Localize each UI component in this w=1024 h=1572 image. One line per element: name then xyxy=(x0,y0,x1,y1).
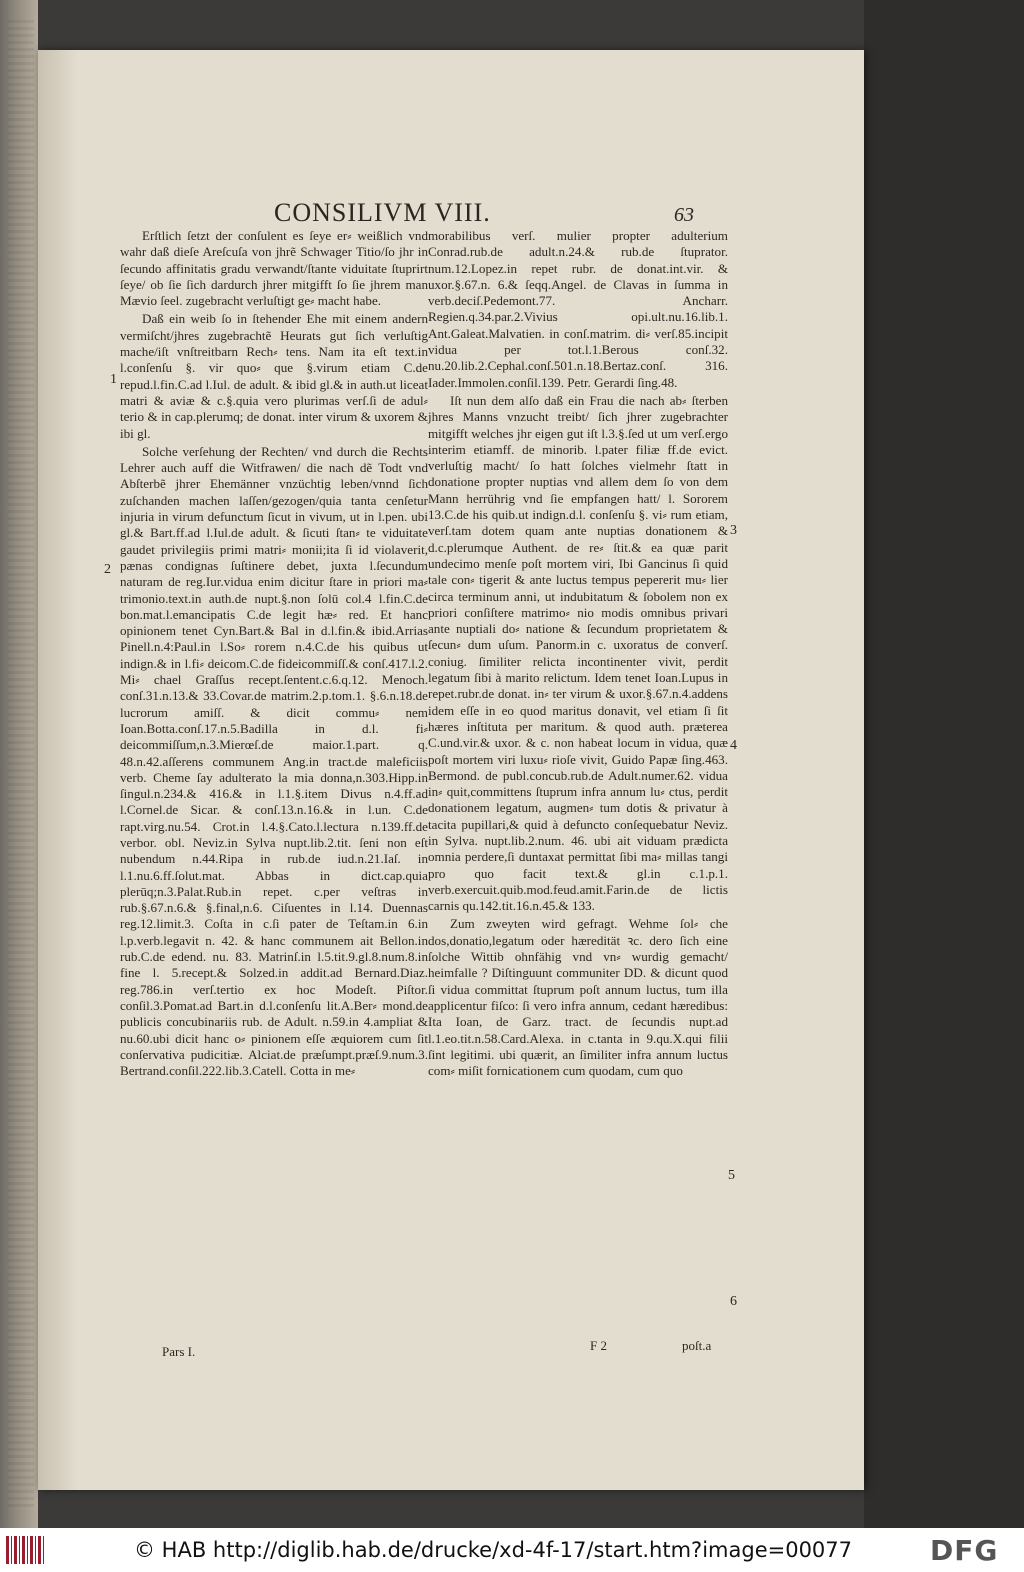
gathering-signature: F 2 xyxy=(590,1338,607,1353)
margin-number: 6 xyxy=(730,1294,737,1309)
right-column xyxy=(428,228,728,1081)
margin-number: 2 xyxy=(104,562,111,577)
paragraph: Zum zweyten wird gefragt. Wehme ſol⸗ che dos,donatio,legatum oder hæredität ꝛc. dero ſich eine ſolche Wittib ohnfähig vnd vn⸗ wurdig gemacht/ heimfalle ? Diſtinguunt communiter DD. & dicunt quod ſi vidua committat ſtuprum poſt annum luctus, tum illa applicentur fiſco: ſi vero infra annum, cedant hæredibus: Ita Ioan, de Garz. tract. de ſecundis nupt.ad l.1.eo.tit.n.58.Card.Alexa. in c.tanta in 9.qu.X.qui filii ſint legitimi. ubi quærit, an ſimiliter infra annum luctus com⸗ miſit fornicationem cum quodam, cum quo xyxy=(428,916,728,1079)
dfg-logo: DFG xyxy=(930,1534,999,1567)
paragraph: Iſt nun dem alſo daß ein Frau die nach ab⸗ ſterben jhres Manns vnzucht treibt/ ſich jhrer zugebrachter mitgifft welches jhr eigen gut iſt l.3.§.ſed ut um verſ.ergo interim etiamff. de minorib. l.pater filiæ ff.de evict. verluſtig macht/ ſo hatt ſolches vielmehr ſtatt in donatione propter nuptias vnd allem dem ſo von dem Mann herrührig vnd ſie empfangen hatt/ l. Sororem 13.C.de his quib.ut indign.d.l. conſenſu §. vi⸗ rum etiam, verſ.tam dotem quam ante nuptias donationem & d.c.plerumque Authent. de re⸗ ſtit.& ea quæ parit undecimo menſe poſt mortem viri, Ibi Gancinus ſi quid tale con⸗ tigerit & ante luctus tempus pepererit mu⸗ lier circa terminum anni, ut indubitatum & ſobolem non ex priori conſiſtere matrimo⸗ nio modis omnibus privari ante nuptiali do⸗ natione & ſecundum proprietatem & ſecun⸗ dum uſum. Panorm.in c. uxoratus de converſ. coniug. ſimiliter relicta incontinenter vivit, perdit legatum ſibi à marito relictum. Idem tenet Ioan.Lupus in repet.rubr.de donat. in⸗ ter virum & uxor.§.67.n.4.addens idem eſſe in eo quod maritus donavit, vel etiam ſi ſit hæres inſtituta per maritum. & quod auth. præterea C.und.vir.& uxor. & c. non habeat locum in vidua, quæ poſt mortem viri luxu⸗ rioſe vivit, Guido Papæ ſing.463. Bermond. de publ.concub.rub.de Adult.numer.62. vidua in⸗ quit,committens ſtuprum infra annum lu⸗ ctus, perdit donationem legatum, augmen⸗ tum dotis & privatur à tacita pupillari,& quid à defuncto conſequebatur Neviz. in Sylva. nupt.lib.2.num. 46. ubi ait viduam prædicta omnia perdere,ſi duntaxat permittat ſibi ma⸗ millas tangi pro quo facit text.& gl.in c.1.p.1. verb.exercuit.quib.mod.feud.amit.Farin.de de lictis carnis qu.142.tit.16.n.45.& 133. xyxy=(428,392,728,914)
margin-number: 4 xyxy=(730,738,737,753)
paragraph: Solche verſehung der Rechten/ vnd durch die Rechts Lehrer auch auff die Witfrawen/ die nach dẽ Todt vnd Abſterbẽ jhrer Ehemänner vnzüchtig leben/vnnd ſich zuſchanden machen laſſen/gezogen/quia tanta cenſetur injuria in virum defunctum ſicut in vivum, ut in l.pen. ubi gl.& Bart.ff.ad l.Iul.de adult. & ſicuti ſtan⸗ te viduitate gaudet privilegiis primi matri⸗ monii;ita ſi id violaverit, pænas condignas ſuſtinere debet, juxta l.ſecundum naturam de reg.Iur.vidua enim dicitur ſtare in priori ma⸗ trimonio.text.in auth.de nupt.§.non ſolū col.4 l.fin.C.de bon.mat.l.emancipatis C.de legit hæ⸗ red. Et hanc opinionem tenet Cyn.Bart.& Bal in d.l.fin.& ibid.Arrias Pinell.n.4:Paul.in l.So⸗ rorem n.4.C.de his quibus ut indign.& in l.fi⸗ deicom.C.de fideicommiſſ.& conſ.417.l.2. Mi⸗ chael Graſſus recept.ſentent.c.6.q.12. Menoch. conſ.31.n.13.& 33.Covar.de matrim.2.p.tom.1. §.6.n.18.de lucrorum amiſſ. & dicit commu⸗ nem Ioan.Botta.conſ.17.n.5.Badilla in d.l. fi⸗ deicommiſſum,n.3.Mierœſ.de maior.1.part. q. 48.n.42.aſſerens communem Ang.in tract.de maleficiis verb. Cheme ſay adulterato la mia donna,n.303.Hipp.in ſingul.n.234.& 416.& in l.1.§.item Divus n.4.ff.ad l.Cornel.de Sicar. & conſ.13.n.16.& in l.un. C.de rapt.virg.nu.54. Crot.in l.4.§.Cato.l.lectura n.139.ff.de verbor. obl. Neviz.in Sylva nupt.lib.2.tit. ſeni non eſt nubendum n.44.Ripa in rub.de iud.n.21.Iaſ. in l.1.nu.6.ff.ſolut.mat. Abbas in dict.cap.quia plerūq;n.3.Palat.Rub.in repet. c.per veſtras in rub.§.67.n.6.& §.final,n.6. Ciſuentes in l.14. Duennas reg.12.limit.3. Coſta in c.ſi pater de Teſtam.in 6.in l.p.verb.legavit n. 42. & hanc communem ait Bellon.in rub.C.de edend. nu. 83. Matrinſ.in l.5.tit.9.gl.8.num.8.in fine l. 5.recept.& Solzed.in addit.ad Bernard.Diaz. reg.786.in verſ.tertio ex hoc Modeſt. Piſtor. conſil.3.Pomat.ad Bart.in d.l.conſenſu lit.A.Ber⸗ mond.de publicis concubinariis rub. de Adult. n.59.in 4.ampliat & nu.60.ubi dicit hanc o⸗ pinionem eſſe æquiorem cum ſit conſervativa pudicitiæ. Alciat.de præſumpt.præſ.9.num.3. Bertrand.conſil.222.lib.3.Catell. Cotta in me⸗ xyxy=(120,443,428,1079)
left-column xyxy=(120,228,428,1081)
paragraph: Erſtlich ſetzt der conſulent es ſeye er⸗ weißlich vnd wahr daß dieſe Areſcuſa von jhrẽ Schwager Titio/ſo jhr in ſecundo affinitatis gradu verwandt/ſtante viduitate ſtuprirt ſeye/ ob ſie ſich dardurch jhrer mitgifft ſo ſie jhrem man Mævio ſeel. zugebracht verluſtigt ge⸗ macht habe. xyxy=(120,228,428,309)
margin-number: 3 xyxy=(730,523,737,538)
margin-number: 1 xyxy=(110,372,117,387)
facing-page-text-edge xyxy=(8,20,34,1510)
margin-number: 5 xyxy=(728,1168,735,1183)
scan-background xyxy=(864,0,1024,1528)
page-title: CONSILIVM VIII. xyxy=(274,198,491,227)
copyright-link[interactable]: © HAB http://diglib.hab.de/drucke/xd-4f-17/start.htm?image=00077 xyxy=(134,1538,853,1562)
document-page xyxy=(38,50,864,1490)
paragraph: Daß ein weib ſo in ſtehender Ehe mit einem andern vermiſcht/jhres zugebrachtẽ Heurats gut ſich verluſtig mache/iſt vnſtreitbarn Rech⸗ tens. Nam ita eſt text.in l.conſenſu §. vir quo⸗ que §.virum etiam C.de repud.l.fin.C.ad l.Iul. de adult. & ibid gl.& in auth.ut liceat matri & aviæ & c.§.quia vero plurimas verſ.ſi de adul⸗ terio & in cap.plerumq; de donat. inter virum & uxorem & ibi gl. xyxy=(120,311,428,441)
hab-barcode-icon xyxy=(6,1536,44,1564)
paragraph: morabilibus verſ. mulier propter adulterium Conrad.rub.de adult.n.24.& rub.de ſtuprator. num.12.Lopez.in repet rubr. de donat.int.vir. & uxor.§.67.n. 6.& ſeqq.Angel. de Clavas in ſumma in verb.deciſ.Pedemont.77. Ancharr. Regien.q.34.par.2.Vivius opi.ult.nu.16.lib.1. Ant.Galeat.Malvatien. in conſ.matrim. di⸗ verſ.85.incipit vidua per tot.l.1.Berous conſ.32. nu.20.lib.2.Cephal.conſ.501.n.18.Bertaz.conſ. 316. Iader.Immolen.conſil.139. Petr. Gerardi ſing.48. xyxy=(428,228,728,390)
scan-left-page-edge xyxy=(0,0,38,1528)
page-number: 63 xyxy=(674,204,694,226)
catchword: poſt.a xyxy=(682,1338,712,1353)
signature-mark: Pars I. xyxy=(162,1344,196,1359)
viewer-footer-bar xyxy=(0,1528,1024,1572)
